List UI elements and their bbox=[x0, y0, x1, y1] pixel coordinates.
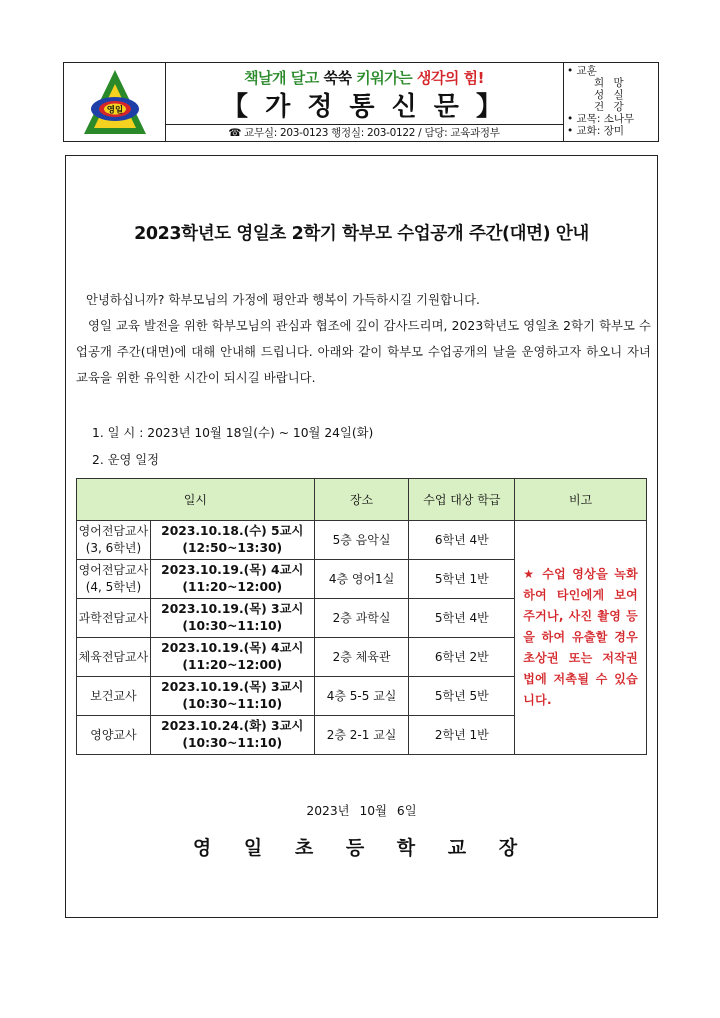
datetime-cell: 2023.10.19.(목) 3교시 (10:30~11:10) bbox=[150, 677, 314, 716]
column-header: 일시 bbox=[77, 479, 315, 521]
motto-item: 희 망 bbox=[594, 77, 627, 89]
signer-name: 영 일 초 등 학 교 장 bbox=[192, 837, 531, 859]
table-header-row bbox=[77, 479, 647, 521]
motto-heading: • 교훈 bbox=[567, 65, 597, 77]
slogan-part-2: 쑥쑥 bbox=[323, 69, 352, 87]
place-cell: 4층 5-5 교실 bbox=[314, 677, 409, 716]
school-slogan bbox=[165, 67, 563, 88]
slogan-part-4: 생각의 힘! bbox=[416, 69, 484, 87]
caution-note: ★ 수업 영상을 녹화하여 타인에게 보여주거나, 사진 촬영 등을 하여 유출할 경우 초상권 또는 저작권법에 저촉될 수 있습니다. bbox=[515, 521, 647, 755]
teacher-cell: 체육전담교사 bbox=[77, 638, 151, 677]
place-cell: 5층 음악실 bbox=[314, 521, 409, 560]
class-cell: 5학년 5반 bbox=[409, 677, 515, 716]
school-flower: • 교화: 장미 bbox=[567, 125, 624, 137]
school-motto bbox=[563, 63, 658, 141]
document-body bbox=[65, 155, 658, 918]
class-cell: 2학년 1반 bbox=[409, 716, 515, 755]
class-cell: 5학년 4반 bbox=[409, 599, 515, 638]
teacher-cell: 과학전담교사 bbox=[77, 599, 151, 638]
teacher-cell: 영양교사 bbox=[77, 716, 151, 755]
place-cell: 2층 2-1 교실 bbox=[314, 716, 409, 755]
schedule-plan-item: 2. 운영 일정 bbox=[92, 453, 160, 467]
greeting-paragraph: 안녕하십니까? 학부모님의 가정에 평안과 행복이 가득하시길 기원합니다. bbox=[86, 293, 481, 307]
emblem-text: 영일 bbox=[106, 105, 124, 116]
teacher-cell: 영어전담교사 (3, 6학년) bbox=[77, 521, 151, 560]
document-title: 2023학년도 영일초 2학기 학부모 수업공개 주간(대면) 안내 bbox=[134, 224, 589, 244]
school-tree: • 교목: 소나무 bbox=[567, 113, 635, 125]
place-cell: 4층 영어1실 bbox=[314, 560, 409, 599]
teacher-cell: 보건교사 bbox=[77, 677, 151, 716]
motto-item: 성 실 bbox=[594, 89, 627, 101]
teacher-cell: 영어전담교사 (4, 5학년) bbox=[77, 560, 151, 599]
table-row bbox=[77, 521, 647, 560]
logo-cell bbox=[64, 63, 166, 141]
issue-date: 2023년 10월 6일 bbox=[306, 804, 417, 818]
datetime-cell: 2023.10.19.(목) 3교시 (10:30~11:10) bbox=[150, 599, 314, 638]
header-center bbox=[165, 63, 564, 141]
contact-info: ☎ 교무실: 203-0123 행정실: 203-0122 / 담당: 교육과정부 bbox=[165, 124, 563, 141]
schedule-table bbox=[76, 478, 647, 755]
datetime-cell: 2023.10.18.(수) 5교시 (12:50~13:30) bbox=[150, 521, 314, 560]
class-cell: 6학년 2반 bbox=[409, 638, 515, 677]
class-cell: 6학년 4반 bbox=[409, 521, 515, 560]
datetime-cell: 2023.10.19.(목) 4교시 (11:20~12:00) bbox=[150, 638, 314, 677]
newsletter-header bbox=[63, 62, 659, 142]
schedule-date-item: 1. 일 시 : 2023년 10월 18일(수) ~ 10월 24일(화) bbox=[92, 426, 374, 440]
slogan-part-1: 책날개 달고 bbox=[244, 69, 319, 87]
intro-paragraph: 영일 교육 발전을 위한 학부모님의 관심과 협조에 깊이 감사드리며, 2023학년도 영일초 2학기 학부모 수업공개 주간(대면)에 대해 안내해 드립니다. 아래와 같이 학부모 수업공개의 날을 운영하고자 하오니 자녀 교육을 위한 유익한 시간이 되시길 바랍니다. bbox=[76, 319, 651, 385]
column-header: 수업 대상 학급 bbox=[409, 479, 515, 521]
datetime-cell: 2023.10.24.(화) 3교시 (10:30~11:10) bbox=[150, 716, 314, 755]
school-emblem-icon bbox=[82, 68, 148, 136]
place-cell: 2층 체육관 bbox=[314, 638, 409, 677]
class-cell: 5학년 1반 bbox=[409, 560, 515, 599]
column-header: 비고 bbox=[515, 479, 647, 521]
paper-title: 【 가 정 통 신 문 】 bbox=[222, 92, 506, 122]
slogan-part-3: 키워가는 bbox=[356, 69, 413, 87]
place-cell: 2층 과학실 bbox=[314, 599, 409, 638]
motto-item: 건 강 bbox=[594, 101, 627, 113]
datetime-cell: 2023.10.19.(목) 4교시 (11:20~12:00) bbox=[150, 560, 314, 599]
column-header: 장소 bbox=[314, 479, 409, 521]
